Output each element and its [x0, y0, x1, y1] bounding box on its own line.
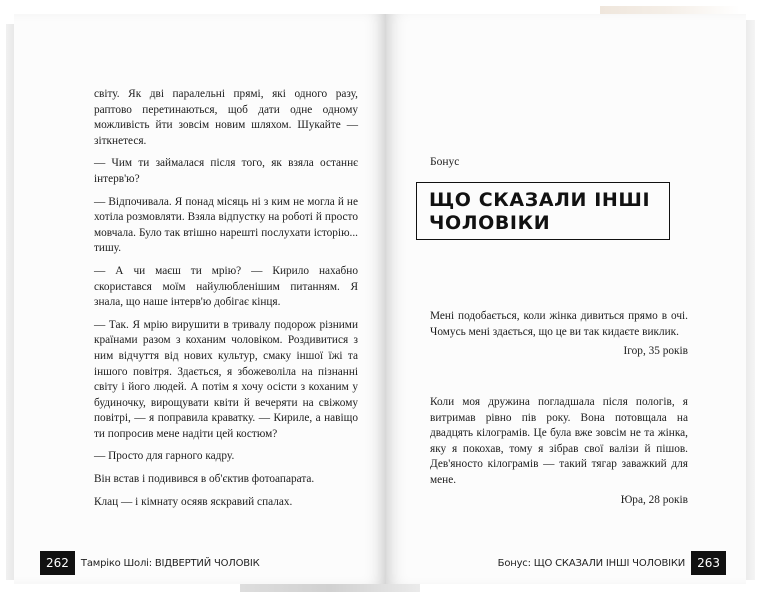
- chapter-title-box: [416, 182, 670, 240]
- quote-signature: Юра, 28 років: [620, 493, 688, 506]
- right-page-footer: [492, 551, 726, 575]
- paragraph: — Чим ти займалася після того, як взяла останнє інтерв'ю?: [94, 157, 358, 185]
- quote-block: [430, 309, 688, 360]
- quote-block: [430, 395, 688, 508]
- paragraph: — Так. Я мрію вирушити в тривалу подорож різними країнами разом з коханим чоловіком. Роздивитися з ним відчуття від нових культур, смаку іншої їжі та іншого повітря. Здається, я збожеволіла на пізнанні світу і його людей. А потім я хочу осісти з коханим у будиночку, вирощувати квіти й вечеряти на свіжому повітрі, — я поправила краватку. — Кириле, а навіщо ти попросив мене надіти цей костюм?: [94, 318, 358, 440]
- chapter-title-line: ЧОЛОВІКИ: [429, 212, 551, 234]
- paragraph: світу. Як дві паралельні прямі, які одного разу, раптово перетинаються, щоб дати одне одному можливість йти зовсім новим шляхом. Шукайте — зіткнетеся.: [94, 88, 358, 147]
- right-page: [386, 14, 746, 584]
- chapter-title-line: ЩО СКАЗАЛИ ІНШІ: [429, 189, 651, 211]
- quote-text: Коли моя дружина погладшала після пологів, я витримав рівно пів року. Вона потовщала на двадцять кілограмів. Це була вже зовсім не та жінка, яку я покохав, тому я зібрав свої валізи й пішов. Дев'яносто кілограмів — такий тягар заважкий для мене.: [430, 396, 688, 486]
- paragraph: — Просто для гарного кадру.: [94, 450, 235, 463]
- page-number: 262: [40, 551, 75, 575]
- paragraph: — А чи маєш ти мрію? — Кирило нахабно скористався моїм найулюбленішим питанням. Я знала, що наше інтерв'ю добігає кінця.: [94, 264, 358, 309]
- running-head: Бонус: ЩО СКАЗАЛИ ІНШІ ЧОЛОВІКИ: [497, 557, 686, 569]
- paragraph: Клац — і кімнату осяяв яскравий спалах.: [94, 495, 293, 508]
- quote-signature: Ігор, 35 років: [623, 345, 688, 358]
- left-page-body: [94, 87, 358, 517]
- section-label: Бонус: [430, 156, 460, 168]
- paragraph: Він встав і подивився в об'єктив фотоапарата.: [94, 473, 315, 486]
- paragraph: — Відпочивала. Я понад місяць ні з ким не могла й не хотіла розмовляти. Взяла відпустку на роботі й просто мовчала. Було так втішно нарешті послухати історію... тишу.: [94, 195, 358, 255]
- left-page-footer: [40, 551, 266, 575]
- quote-text: Мені подобається, коли жінка дивиться прямо в очі. Чомусь мені здається, що це ви так кидаєте виклик.: [430, 310, 688, 338]
- left-page: [14, 14, 386, 584]
- page-number: 263: [691, 551, 726, 575]
- running-head: Тамріко Шолі: ВІДВЕРТИЙ ЧОЛОВІК: [80, 557, 260, 569]
